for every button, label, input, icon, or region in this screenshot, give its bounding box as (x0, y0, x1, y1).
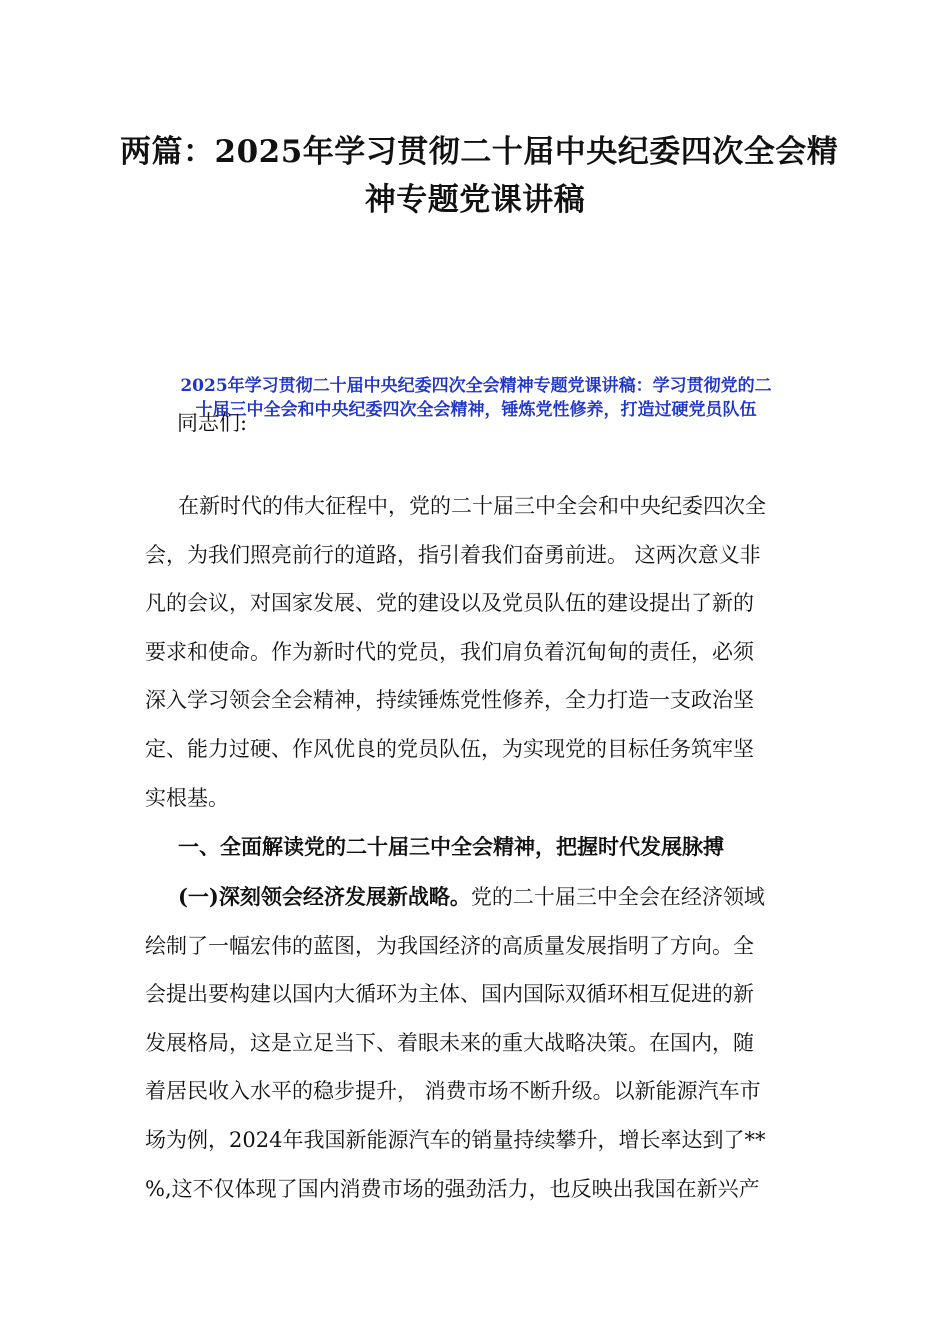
paragraph-line: 发展格局，这是立足当下、着眼未来的重大战略决策。在国内，随 (145, 1030, 754, 1055)
subtitle-line-2: 十届三中全会和中央纪委四次全会精神，锤炼党性修养，打造过硬党员队伍 (195, 400, 757, 420)
paragraph-line: 着居民收入水平的稳步提升， 消费市场不断升级。以新能源汽车市 (145, 1079, 761, 1104)
subtitle-line-1: 2025年学习贯彻二十届中央纪委四次全会精神专题党课讲稿：学习贯彻党的二 (180, 376, 772, 396)
paragraph-1 (145, 482, 810, 822)
paragraph-line: 深入学习领会全会精神，持续锤炼党性修养，全力打造一支政治坚 (145, 688, 754, 713)
salutation: 同志们: (177, 411, 248, 435)
paragraph-line: 场为例，2024年我国新能源汽车的销量持续攀升，增长率达到了** (145, 1127, 766, 1152)
paragraph-line: 会，为我们照亮前行的道路，指引着我们奋勇前进。 这两次意义非 (145, 542, 761, 567)
paragraph-line: %,这不仅体现了国内消费市场的强劲活力，也反映出我国在新兴产 (145, 1176, 760, 1201)
paragraph-line: 要求和使命。作为新时代的党员，我们肩负着沉甸甸的责任，必须 (145, 639, 754, 664)
paragraph-2 (145, 873, 810, 1213)
section-heading-1: 一、全面解读党的二十届三中全会精神，把握时代发展脉搏 (178, 834, 724, 859)
paragraph-first-line-rest: 党的二十届三中全会在经济领域 (470, 885, 765, 909)
paragraph-line: 在新时代的伟大征程中，党的二十届三中全会和中央纪委四次全 (178, 494, 766, 518)
title-line-2: 神专题党课讲稿 (364, 182, 586, 218)
document-title (120, 128, 839, 224)
paragraph-line: 实根基。 (145, 785, 229, 810)
paragraph-lead-heading: (一)深刻领会经济发展新战略。 (178, 884, 471, 909)
title-line-1: 两篇：2025年学习贯彻二十届中央纪委四次全会精 (120, 134, 839, 170)
paragraph-first-line (145, 873, 810, 922)
paragraph-line: 绘制了一幅宏伟的蓝图，为我国经济的高质量发展指明了方向。全 (145, 933, 754, 958)
paragraph-line: 凡的会议，对国家发展、党的建设以及党员队伍的建设提出了新的 (145, 591, 754, 616)
paragraph-line: 会提出要构建以国内大循环为主体、国内国际双循环相互促进的新 (145, 982, 754, 1007)
paragraph-line: 定、能力过硬、作风优良的党员队伍，为实现党的目标任务筑牢坚 (145, 736, 754, 761)
